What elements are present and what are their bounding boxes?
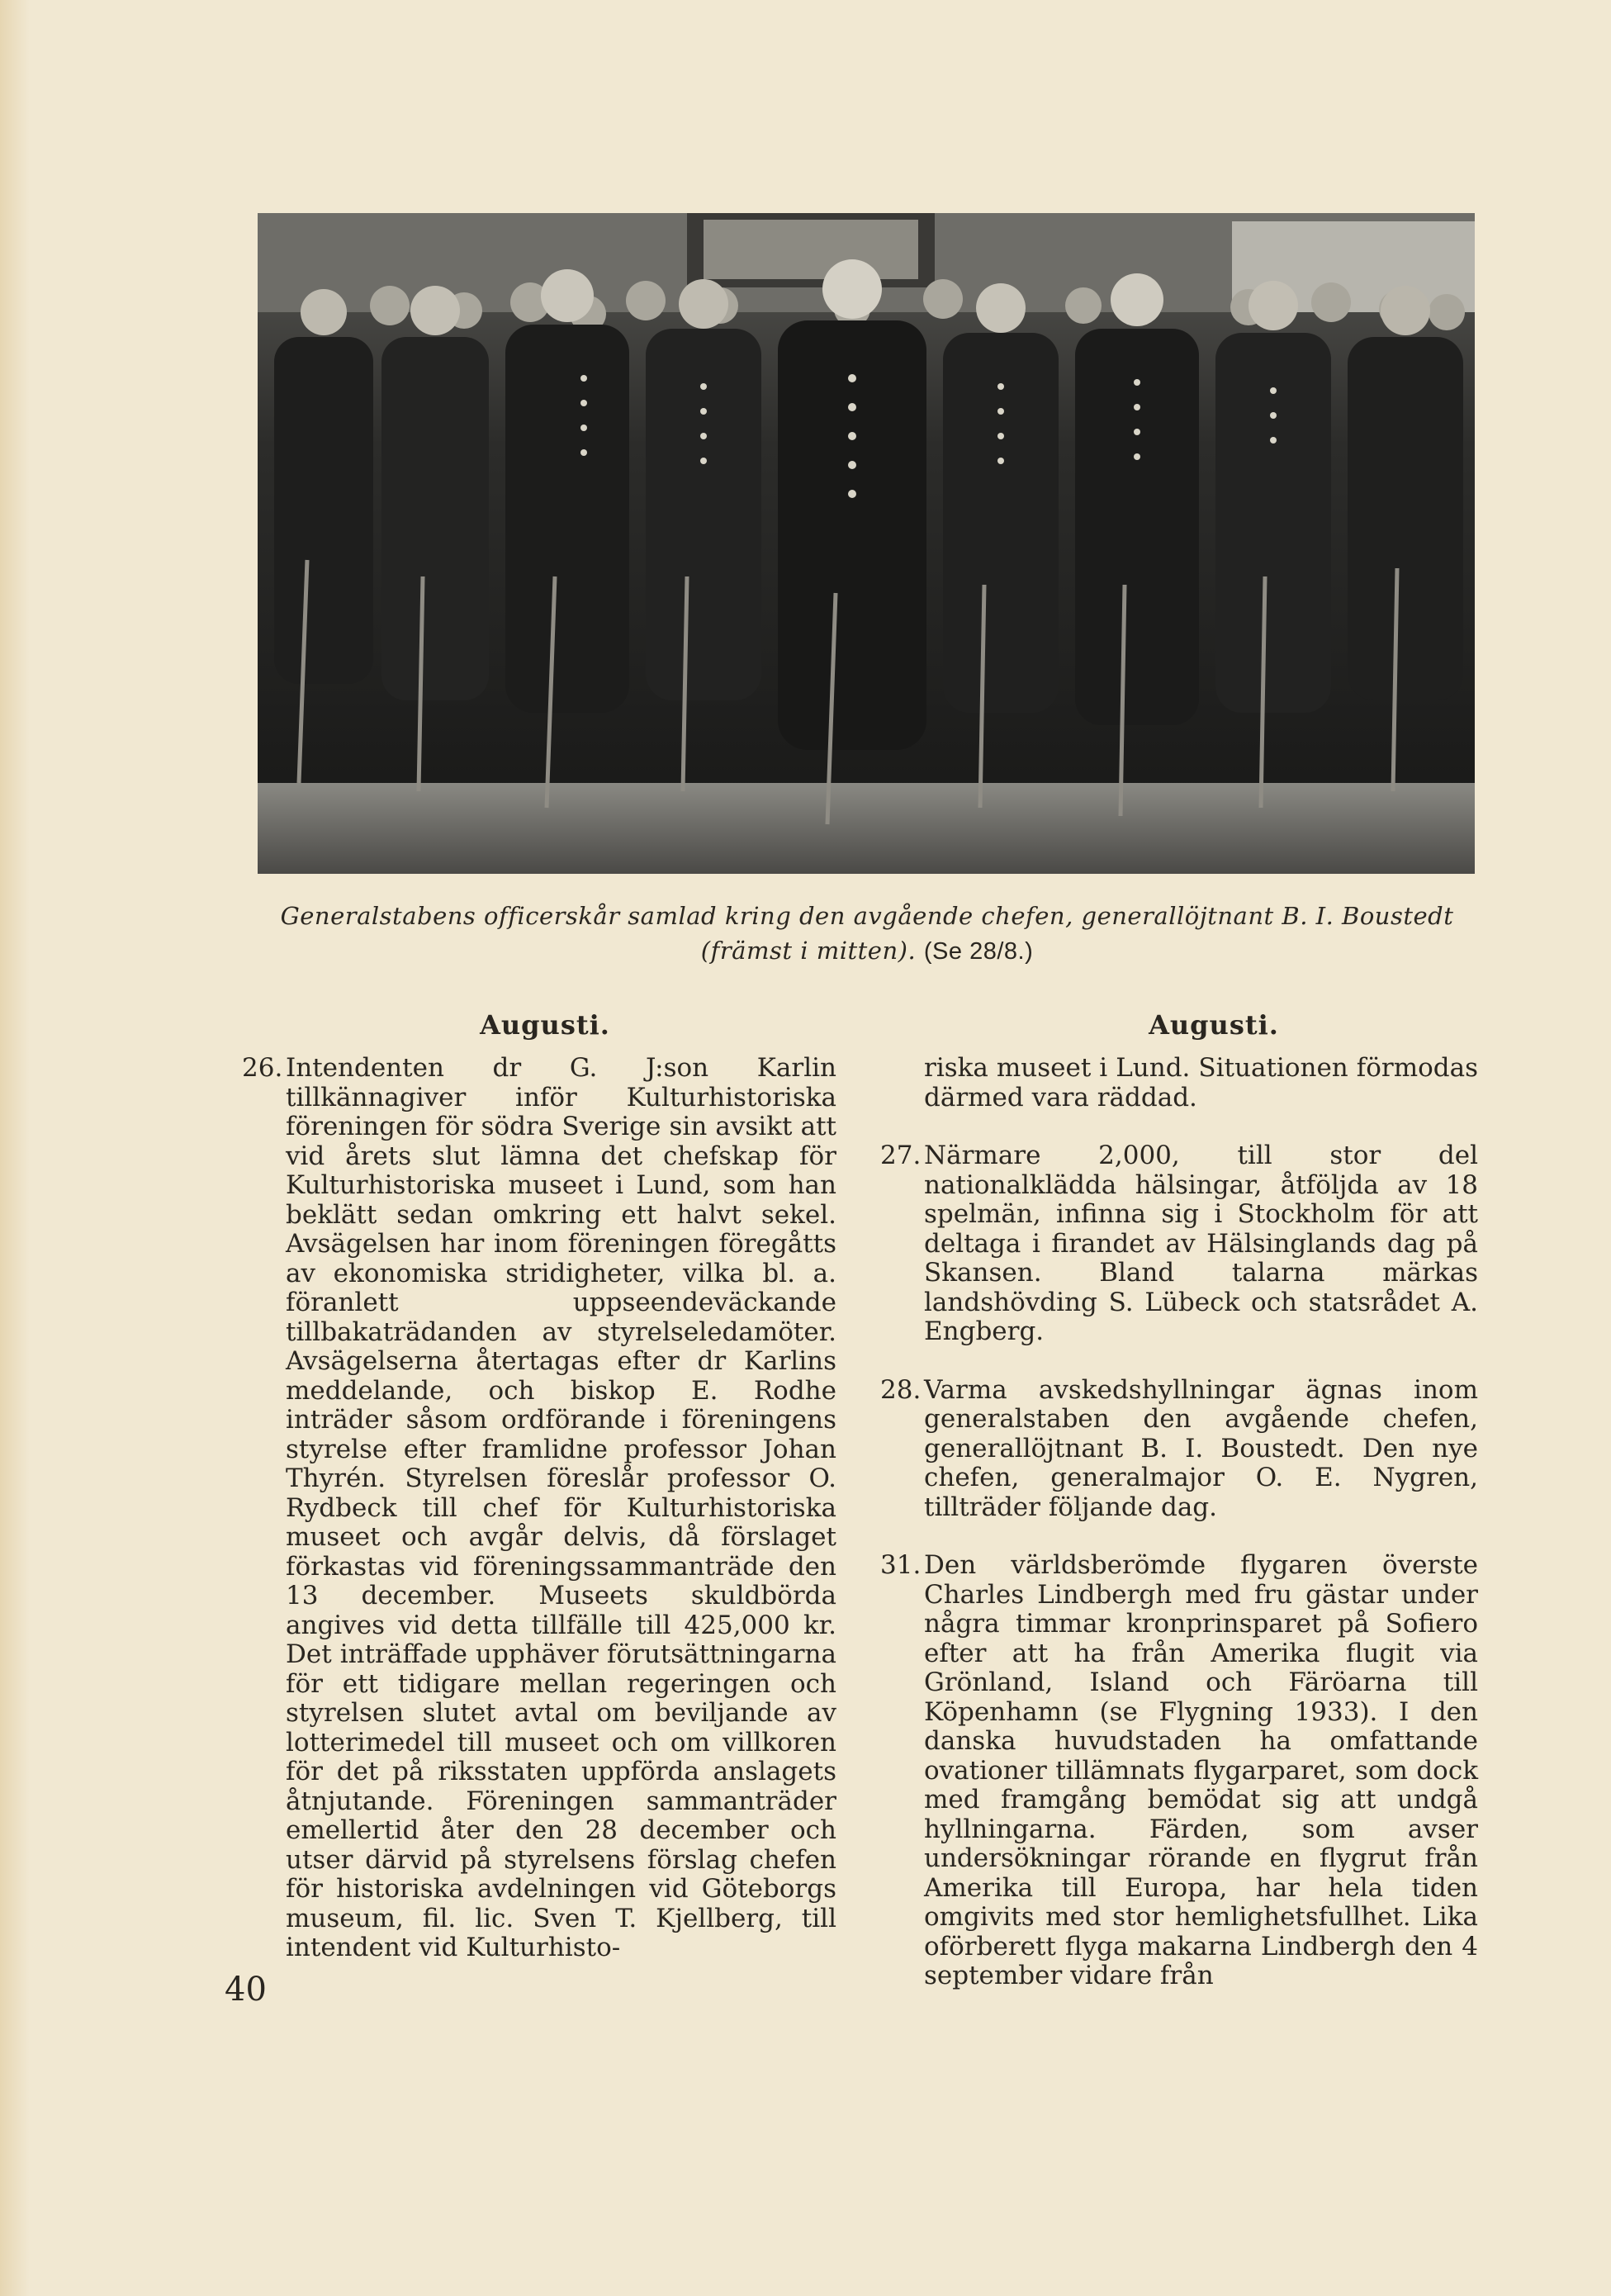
entry-number: 31.: [880, 1550, 922, 1580]
entry-31: [880, 1551, 1478, 1991]
entry-number: 26.: [242, 1053, 283, 1083]
caption-reference: (Se 28/8.): [923, 938, 1034, 965]
left-column: [242, 1054, 836, 1992]
entry-26: [242, 1054, 836, 1963]
photo-caption: [248, 899, 1486, 969]
page-number: 40: [225, 1971, 267, 2009]
right-column-heading: Augusti.: [1149, 1009, 1279, 1041]
entry-text: Varma avskedshyllningar ägnas inom generalstaben den avgående chefen, generallöjtnant B. I. Boustedt. Den nye chefen, generalmajor O. E. Nygren, tillträder följande dag.: [924, 1374, 1478, 1522]
entry-number: 27.: [880, 1141, 922, 1170]
continued-text: riska museet i Lund. Situationen förmodas därmed vara räddad.: [924, 1053, 1478, 1112]
entry-number: 28.: [880, 1374, 922, 1405]
entry-text: Intendenten dr G. J:son Karlin tillkännagiver inför Kulturhistoriska föreningen för södra Sverige sin avsikt att vid årets slut lämna det chefskap för Kulturhistoriska museet i Lund, som han beklätt sedan omkring ett halvt sekel. Avsägelsen har inom föreningen föregåtts av ekonomiska stridigheter, vilka bl. a. föranlett uppseendeväckande tillbakaträdanden av styrelseledamöter. Avsägelserna återtagas efter dr Karlins meddelande, och biskop E. Rodhe inträder såsom ordförande i föreningens styrelse efter framlidne professor Johan Thyrén. Styrelsen föreslår professor O. Rydbeck till chef för Kulturhistoriska museet och avgår delvis, då förslaget förkastas vid föreningssammanträde den 13 december. Museets skuldbörda angives vid detta tillfälle till 425,000 kr. Det inträffade upphäver förutsättningarna för ett tidigare mellan regeringen och styrelsen slutet avtal om beviljande av lotterimedel till museet och om villkoren för det på riksstaten uppförda anslagets åtnjutande. Föreningen sammanträder emellertid åter den 28 december och utser därvid på styrelsens förslag chefen för historiska avdelningen vid Göteborgs museum, fil. lic. Sven T. Kjellberg, till intendent vid Kulturhisto-: [286, 1053, 836, 1962]
officers-photo-image: [258, 213, 1475, 874]
entry-28: [880, 1376, 1478, 1523]
group-photo: [258, 213, 1475, 874]
caption-text: Generalstabens officerskår samlad kring den avgående chefen, generallöjtnant B. I. Boustedt (främst i mitten).: [280, 902, 1454, 965]
page-edge: [0, 0, 30, 2296]
right-column: [880, 1054, 1478, 2020]
entry-text: Den världsberömde flygaren överste Charles Lindbergh med fru gästar under några timmar kronprinsparet på Sofiero efter att ha från Amerika flugit via Grönland, Island och Färöarna till Köpenhamn (se Flygning 1933). I den danska huvudstaden ha omfattande ovationer tillämnats flygarparet, som dock med framgång bemödat sig att undgå hyllningarna. Färden, som avser undersökningar rörande en flygrut från Amerika till Europa, har hela tiden omgivits med stor hemlighetsfullhet. Lika oförberett flyga makarna Lindbergh den 4 september vidare från: [924, 1550, 1478, 1990]
entry-27: [880, 1141, 1478, 1347]
entry-text: Närmare 2,000, till stor del nationalklädda hälsingar, åtföljda av 18 spelmän, infinna sig i Stockholm för att deltaga i firandet av Hälsinglands dag på Skansen. Bland talarna märkas landshövding S. Lübeck och statsrådet A. Engberg.: [924, 1141, 1478, 1346]
left-column-heading: Augusti.: [480, 1009, 610, 1041]
